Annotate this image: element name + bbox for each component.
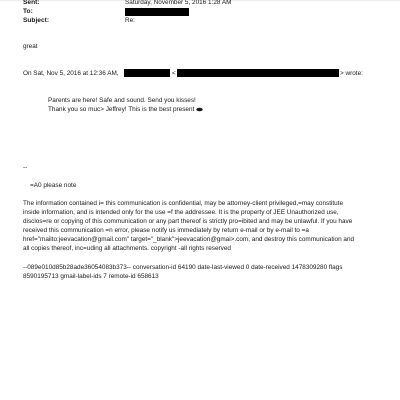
signature-separator: -- <box>23 164 28 171</box>
disclaimer-line-2: inside information, and is intended only for the use =f the addressee. It is the property of JEE Unauthorized use, <box>23 209 339 216</box>
metadata-line-2: 8590195713 gmail-label-ids 7 remote-id 658613 <box>23 273 159 280</box>
disclaimer-line-4: received this communication =n error, please notify us immediately by return e-mail or by e-mail to =a <box>23 227 309 234</box>
quoted-line-2 <box>48 105 203 115</box>
quote-intro-suffix: > wrote: <box>340 70 363 77</box>
sent-label: Sent: <box>23 0 40 6</box>
to-redaction <box>125 8 189 16</box>
subject-label: Subject: <box>23 17 50 24</box>
quote-intro-prefix: On Sat, Nov 5, 2016 at 12:36 AM, <box>23 70 119 77</box>
disclaimer-line-6: all copies thereof, inc=uding all attachments. copyright -all rights reserved <box>23 245 231 252</box>
disclaimer-line-1: The information contained i= this communication is confidential, may be attorney-client privileged,=may constitute <box>23 200 344 207</box>
sender-name-redaction <box>124 69 170 77</box>
quoted-line-1: Parents are here! Safe and sound. Send you kisses! <box>48 97 196 104</box>
metadata-line-1: --089e010d85b28ade36054083b373-- conversation-id 64190 date-last-viewed 0 date-received 1478309280 flags <box>23 264 343 271</box>
to-label: To: <box>23 8 33 15</box>
disclaimer-line-5: href="mailto:jeevacation@gmail.com" target="_blank">jeevacation@gmai>.com, and destroy this communication and <box>23 236 355 243</box>
quoted-line-2-text: Thank you so muc> Jeffrey! This is the best present <box>48 106 195 113</box>
reply-text: great <box>23 43 38 50</box>
sent-value: Saturday, November 5, 2016 1:28 AM <box>125 0 232 6</box>
sender-email-redaction <box>177 69 339 77</box>
disclaimer-line-3: disclos=re or copying of this communication or any part thereof is strictly pro=ibited and may be unlawful. If you have <box>23 218 353 225</box>
subject-value: Re: <box>125 17 135 24</box>
quote-intro-lt: < <box>172 70 176 77</box>
kiss-emoji-icon <box>196 107 203 113</box>
note-line: =A0 please note <box>30 182 77 189</box>
